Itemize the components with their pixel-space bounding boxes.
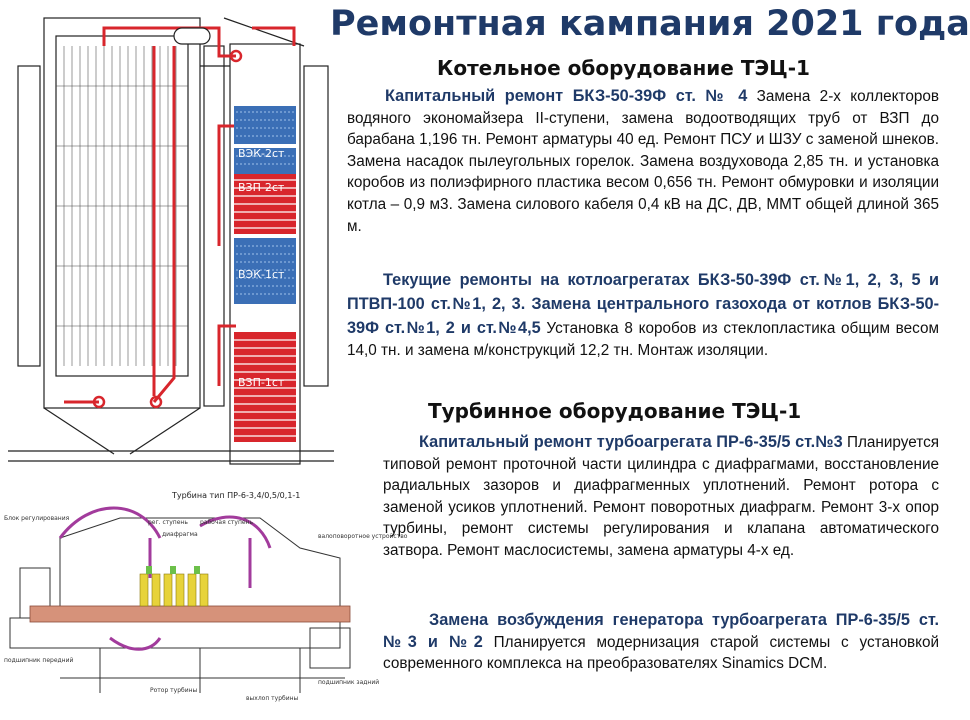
turbine-p4-text: Планируется модернизация старой системы с установкой современного комплекса на преобразователях Sinamics DCM. xyxy=(383,633,939,673)
turbine-schematic-image xyxy=(0,478,408,720)
label-turning-gear: валоповоротное устройство xyxy=(318,533,408,540)
label-vzp-1: ВЗП-1ст xyxy=(238,376,285,389)
label-vzp-2: ВЗП-2ст xyxy=(238,181,285,194)
boiler-p1-lead: Капитальный ремонт БКЗ-50-39Ф ст. № 4 xyxy=(385,87,748,105)
turbine-p4-lead: Замена возбуждения генератора турбоагрегата ПР-6-35/5 ст.№3 и №2 xyxy=(383,611,939,651)
label-front-bearing: подшипник передний xyxy=(4,657,74,664)
label-diaphragm: диафрагма xyxy=(162,531,198,538)
label-work-stage: рабочая ступень xyxy=(200,519,254,526)
turbine-figure-title: Турбина тип ПР-6-3,4/0,5/0,1-1 xyxy=(172,491,301,500)
boiler-section-heading: Котельное оборудование ТЭЦ-1 xyxy=(437,56,810,80)
boiler-paragraph-1 xyxy=(347,86,939,237)
boiler-paragraph-2 xyxy=(347,268,939,362)
label-vek-1: ВЭК-1ст xyxy=(238,268,285,281)
boiler-p2-lead: Текущие ремонты на котлоагрегатах БКЗ-50-39Ф ст.№1, 2, 3, 5 и ПТВП-100 ст.№1, 2, 3. Замена центрального газохода от котлов БКЗ-50-39Ф ст.№1, 2 и ст.№4,5 xyxy=(347,271,939,337)
turbine-paragraph-1 xyxy=(383,432,939,562)
turbine-section-heading: Турбинное оборудование ТЭЦ-1 xyxy=(428,399,802,423)
page-title: Ремонтная кампания 2021 года xyxy=(330,4,970,44)
label-control-block: Блок регулирования xyxy=(4,515,70,522)
label-control-stage: рег. ступень xyxy=(148,519,188,526)
turbine-p3-lead: Капитальный ремонт турбоагрегата ПР-6-35/5 ст.№3 xyxy=(419,433,843,451)
label-rear-bearing: подшипник задний xyxy=(318,679,380,686)
boiler-p2-text: Установка 8 коробов из стеклопластика общим весом 14,0 тн. и замена м/конструкций 12,2 тн. Монтаж изоляции. xyxy=(347,320,939,359)
turbine-p3-text: Планируется типовой ремонт проточной части цилиндра с диафрагмами, восстановление радиальных зазоров и диафрагменных уплотнений. Ремонт ротора с заменой усиков уплотнений. Ремонт поворотных диафрагм. Ремонт 3-х опор турбины, ремонт системы регулирования и клапана автоматического затвора. Ремонт маслосистемы, замена арматуры 4-х ед. xyxy=(383,434,939,559)
label-rotor: Ротор турбины xyxy=(150,687,198,694)
boiler-schematic-image xyxy=(4,6,340,470)
label-vek-2: ВЭК-2ст xyxy=(238,147,285,160)
boiler-p1-text: Замена 2-х коллекторов водяного экономайзера II-ступени, замена водоотводящих труб от ВЗП до барабана 1,196 тн. Ремонт арматуры 40 ед. Ремонт ПСУ и ШЗУ с заменой шнеков. Замена насадок пылеугольных горелок. Замена воздуховода 2,85 тн. и установка коробов из полиэфирного пластика весом 0,656 тн. Ремонт обмуровки и изоляции котла – 0,9 м3. Замена силового кабеля 0,4 кВ на ДС, ДВ, ММТ общей длиной 365 м. xyxy=(347,88,939,235)
label-exhaust: выхлоп турбины xyxy=(246,695,299,702)
turbine-paragraph-2 xyxy=(383,610,939,675)
